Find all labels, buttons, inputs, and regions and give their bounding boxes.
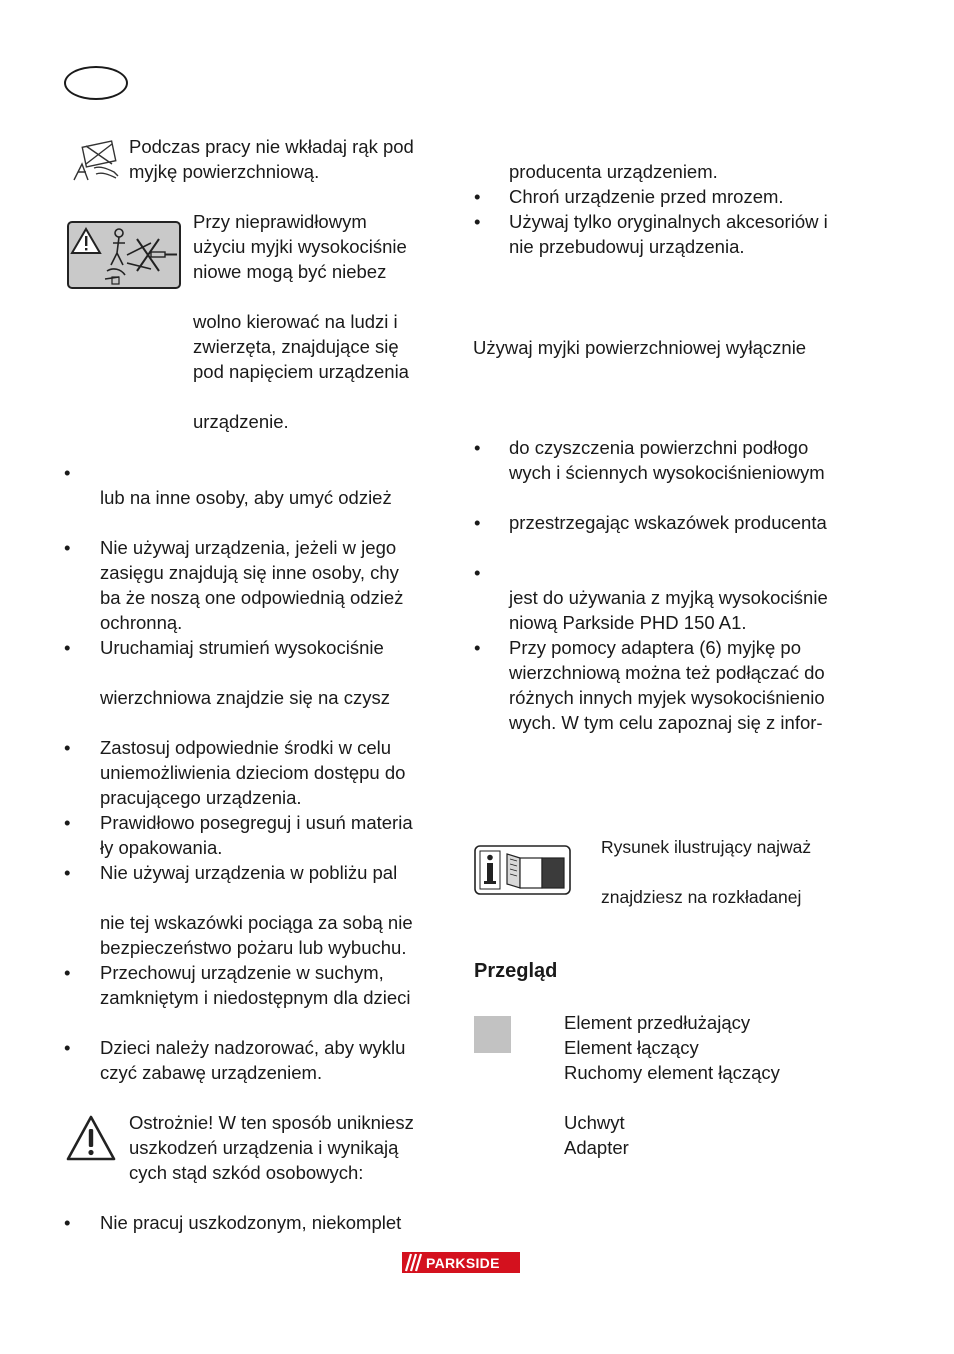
bullet-marker: •	[64, 1037, 71, 1058]
bullet-text: Nie używaj urządzenia, jeżeli w jego	[100, 537, 397, 558]
bullet-text: producenta urządzeniem.	[509, 161, 718, 182]
bullet-text: Przy pomocy adaptera (6) myjkę po	[509, 637, 802, 658]
language-badge	[64, 66, 128, 100]
jet-warning-line: Przy nieprawidłowym	[193, 211, 367, 232]
jet-warning-line: niowe mogą być niebez	[193, 261, 387, 282]
bullet-marker: •	[64, 737, 71, 758]
bullet-text: ochronną.	[100, 612, 183, 633]
caution-line: Ostrożnie! W ten sposób unikniesz	[129, 1112, 414, 1133]
info-line: znajdziesz na rozkładanej	[601, 887, 802, 907]
bullet-text: lub na inne osoby, aby umyć odzież	[100, 487, 392, 508]
bullet-text: bezpieczeństwo pożaru lub wybuchu.	[100, 937, 407, 958]
usage-intro: Używaj myjki powierzchniowej wyłącznie	[473, 337, 807, 358]
bullet-text: Chroń urządzenie przed mrozem.	[509, 186, 784, 207]
jet-warning-line: wolno kierować na ludzi i	[193, 311, 398, 332]
bullet-text: Nie pracuj uszkodzonym, niekomplet	[100, 1212, 402, 1233]
caution-triangle-icon	[66, 1114, 116, 1162]
bullet-text: do czyszczenia powierzchni podłogo	[509, 437, 809, 458]
overview-item: Uchwyt	[564, 1112, 625, 1133]
logo-wordmark: PARKSIDE	[426, 1254, 500, 1271]
bullet-marker: •	[474, 186, 481, 207]
bullet-marker: •	[474, 562, 481, 583]
bullet-text: wierzchniową można też podłączać do	[509, 662, 825, 683]
jet-warning-line: urządzenie.	[193, 411, 289, 432]
bullet-text: ły opakowania.	[100, 837, 223, 858]
overview-item: Element łączący	[564, 1037, 699, 1058]
bullet-text: wierzchniowa znajdzie się na czysz	[100, 687, 390, 708]
bullet-text: pracującego urządzenia.	[100, 787, 302, 808]
bullet-marker: •	[64, 962, 71, 983]
bullet-text: jest do używania z myjką wysokociśnie	[509, 587, 828, 608]
hand-note-line: myjkę powierzchniową.	[129, 161, 320, 182]
bullet-marker: •	[64, 812, 71, 833]
bullet-text: nie przebudowuj urządzenia.	[509, 236, 745, 257]
bullet-text: Dzieci należy nadzorować, aby wyklu	[100, 1037, 406, 1058]
bullet-text: uniemożliwienia dzieciom dostępu do	[100, 762, 406, 783]
hand-note-line: Podczas pracy nie wkładaj rąk pod	[129, 136, 414, 157]
bullet-text: zasięgu znajdują się inne osoby, chy	[100, 562, 399, 583]
overview-item: Ruchomy element łączący	[564, 1062, 780, 1083]
bullet-text: nie tej wskazówki pociąga za sobą nie	[100, 912, 413, 933]
section-heading: Przegląd	[474, 960, 558, 982]
bullet-text: czyć zabawę urządzeniem.	[100, 1062, 323, 1083]
bullet-text: wych i ściennych wysokociśnieniowym	[509, 462, 825, 483]
jet-warning-line: zwierzęta, znajdujące się	[193, 336, 399, 357]
bullet-text: zamkniętym i niedostępnym dla dzieci	[100, 987, 411, 1008]
jet-warning-line: pod napięciem urządzenia	[193, 361, 409, 382]
bullet-marker: •	[474, 437, 481, 458]
bullet-text: różnych innych myjek wysokociśnienio	[509, 687, 825, 708]
bullet-text: Nie używaj urządzenia w pobliżu pal	[100, 862, 398, 883]
caution-line: cych stąd szkód osobowych:	[129, 1162, 364, 1183]
logo-stripes	[402, 1252, 426, 1273]
parkside-logo	[402, 1252, 520, 1273]
caution-line: uszkodzeń urządzenia i wynikają	[129, 1137, 399, 1158]
overview-item: Element przedłużający	[564, 1012, 751, 1033]
bullet-text: ba że noszą one odpowiednią odzież	[100, 587, 404, 608]
hand-warning-icon	[66, 138, 122, 184]
bullet-text: Prawidłowo posegreguj i usuń materia	[100, 812, 413, 833]
figure-number-box	[474, 1016, 511, 1053]
jet-warning-line: użyciu myjki wysokociśnie	[193, 236, 407, 257]
bullet-text: Uruchamiaj strumień wysokociśnie	[100, 637, 384, 658]
bullet-text: Zastosuj odpowiednie środki w celu	[100, 737, 392, 758]
bullet-marker: •	[64, 637, 71, 658]
bullet-text: niową Parkside PHD 150 A1.	[509, 612, 747, 633]
bullet-text: przestrzegając wskazówek producenta	[509, 512, 827, 533]
bullet-text: Używaj tylko oryginalnych akcesoriów i	[509, 211, 828, 232]
bullet-marker: •	[474, 637, 481, 658]
bullet-text: Przechowuj urządzenie w suchym,	[100, 962, 384, 983]
bullet-marker: •	[64, 462, 71, 483]
info-foldout-icon	[474, 845, 571, 895]
bullet-marker: •	[474, 512, 481, 533]
bullet-marker: •	[64, 1212, 71, 1233]
info-line: Rysunek ilustrujący najważ	[601, 837, 812, 857]
jet-warning-icon	[67, 221, 181, 289]
bullet-marker: •	[474, 211, 481, 232]
bullet-text: wych. W tym celu zapoznaj się z infor-	[509, 712, 823, 733]
overview-item: Adapter	[564, 1137, 629, 1158]
bullet-marker: •	[64, 862, 71, 883]
bullet-marker: •	[64, 537, 71, 558]
